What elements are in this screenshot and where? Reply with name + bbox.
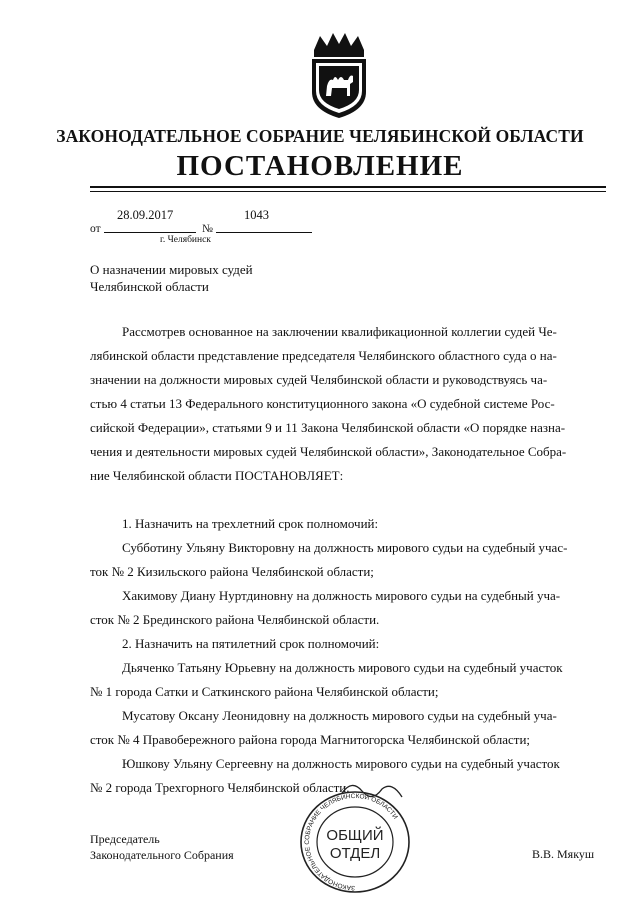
number-prefix: № (202, 223, 213, 235)
document-type: ПОСТАНОВЛЕНИЕ (176, 150, 464, 182)
appointment-line: Юшкову Ульяну Сергеевну на должность мирового судьи на судебный участок (122, 756, 560, 771)
number-underline (216, 232, 312, 233)
preamble-line: ние Челябинской области ПОСТАНОВЛЯЕТ: (90, 468, 344, 483)
document-number: 1043 (244, 208, 269, 222)
subject-line: О назначении мировых судей (90, 262, 253, 277)
appointment-line: Субботину Ульяну Викторовну на должность мирового судьи на судебный учас- (122, 540, 568, 555)
document-city: г. Челябинск (160, 235, 211, 245)
document-subject (90, 261, 253, 295)
preamble-line: сийской Федерации», статьями 9 и 11 Закона Челябинской области «О порядке назна- (90, 420, 566, 435)
appointment-line: сток № 2 Брединского района Челябинской области. (90, 612, 380, 627)
general-department-stamp (296, 788, 414, 896)
preamble-line: Рассмотрев основанное на заключении квалификационной коллегии судей Че- (122, 324, 557, 339)
subject-line: Челябинской области (90, 279, 209, 294)
preamble-line: стью 4 статьи 13 Федерального конституционного закона «О судебной системе Рос- (90, 396, 555, 411)
date-prefix: от (90, 223, 101, 235)
appointment-line: № 2 города Трехгорного Челябинской области. (90, 780, 350, 795)
preamble-line: чения и деятельности мировых судей Челябинской области», Законодательное Собра- (90, 444, 567, 459)
preamble-line: лябинской области представление председателя Челябинского областного суда о на- (90, 348, 557, 363)
stamp-ring-text: ЗАКОНОДАТЕЛЬНОЕ СОБРАНИЕ ЧЕЛЯБИНСКОЙ ОБЛАСТИ (304, 792, 399, 892)
appointment-line: сток № 4 Правобережного района города Магнитогорска Челябинской области; (90, 732, 531, 747)
stamp-line: ОБЩИЙ (326, 827, 384, 844)
appointment-line: Дьяченко Татьяну Юрьевну на должность мирового судьи на судебный участок (122, 660, 563, 675)
stamp-line: ОТДЕЛ (329, 845, 381, 862)
organization-name: ЗАКОНОДАТЕЛЬНОЕ СОБРАНИЕ ЧЕЛЯБИНСКОЙ ОБЛАСТИ (56, 126, 584, 146)
signer-title (90, 831, 234, 863)
clause-heading: 1. Назначить на трехлетний срок полномочий: (122, 516, 379, 531)
date-underline (104, 232, 196, 233)
appointment-line: ток № 2 Кизильского района Челябинской области; (90, 564, 374, 579)
signer-title-line: Законодательного Собрания (90, 848, 234, 862)
coat-of-arms-icon (300, 30, 378, 120)
signer-title-line: Председатель (90, 832, 160, 846)
header-rule-thin (90, 191, 606, 192)
appointment-line: № 1 города Сатки и Саткинского района Челябинской области; (90, 684, 439, 699)
appointment-line: Мусатову Оксану Леонидовну на должность мирового судьи на судебный уча- (122, 708, 557, 723)
document-date: 28.09.2017 (117, 208, 174, 222)
preamble-line: значении на должности мировых судей Челябинской области и руководствуясь ча- (90, 372, 548, 387)
appointment-line: Хакимову Диану Нуртдиновну на должность мирового судьи на судебный уча- (122, 588, 561, 603)
clause-heading: 2. Назначить на пятилетний срок полномочий: (122, 636, 380, 651)
signer-name: В.В. Мякуш (532, 847, 595, 861)
header-rule-thick (90, 186, 606, 188)
